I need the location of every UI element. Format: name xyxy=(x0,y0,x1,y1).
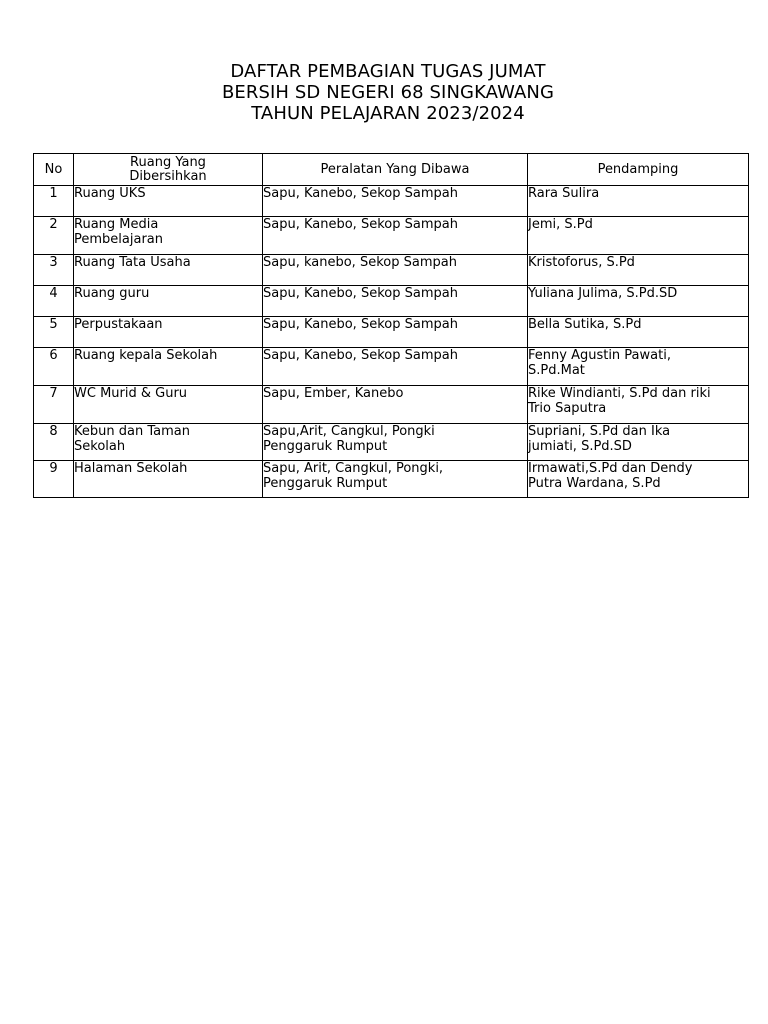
cell-no: 9 xyxy=(34,461,74,498)
cell-pendamping xyxy=(528,286,749,317)
table-row xyxy=(34,386,749,424)
cell-ruang-line: Ruang kepala Sekolah xyxy=(74,348,218,363)
cell-pendamping-line: Rara Sulira xyxy=(528,186,600,201)
cell-peralatan-line: Penggaruk Rumput xyxy=(263,476,388,491)
cell-ruang xyxy=(74,286,263,317)
cell-pendamping-line: Irmawati,S.Pd dan Dendy xyxy=(528,461,693,476)
cell-peralatan-line: Sapu, Ember, Kanebo xyxy=(263,386,404,401)
cell-peralatan-line: Sapu, Kanebo, Sekop Sampah xyxy=(263,217,458,232)
cell-ruang-line: Ruang UKS xyxy=(74,186,146,201)
cell-pendamping-line: Putra Wardana, S.Pd xyxy=(528,476,661,491)
cell-ruang xyxy=(74,217,263,255)
cell-pendamping-line: Rike Windianti, S.Pd dan riki xyxy=(528,386,711,401)
cell-ruang-line: Ruang Media xyxy=(74,217,159,232)
cell-peralatan xyxy=(263,386,528,424)
title-line-1: DAFTAR PEMBAGIAN TUGAS JUMAT xyxy=(230,61,546,82)
table-body xyxy=(34,186,749,498)
cell-peralatan xyxy=(263,186,528,217)
cell-pendamping xyxy=(528,217,749,255)
cell-pendamping-line: Jemi, S.Pd xyxy=(528,217,593,232)
header-ruang xyxy=(74,154,263,186)
cell-peralatan-line: Sapu, Kanebo, Sekop Sampah xyxy=(263,286,458,301)
cell-pendamping-line: S.Pd.Mat xyxy=(528,363,585,378)
cell-peralatan xyxy=(263,286,528,317)
cell-ruang xyxy=(74,348,263,386)
cell-peralatan-line: Penggaruk Rumput xyxy=(263,439,388,454)
cell-peralatan xyxy=(263,317,528,348)
cell-ruang-line: WC Murid & Guru xyxy=(74,386,188,401)
cell-ruang-line: Sekolah xyxy=(74,439,126,454)
duty-table xyxy=(33,153,749,498)
cell-ruang-line: Kebun dan Taman xyxy=(74,424,190,439)
cell-peralatan-line: Sapu, Kanebo, Sekop Sampah xyxy=(263,317,458,332)
cell-no: 8 xyxy=(34,424,74,461)
cell-no: 7 xyxy=(34,386,74,424)
cell-ruang xyxy=(74,255,263,286)
header-pendamping: Pendamping xyxy=(528,154,749,186)
title-line-3: TAHUN PELAJARAN 2023/2024 xyxy=(251,103,525,124)
cell-no: 3 xyxy=(34,255,74,286)
cell-peralatan xyxy=(263,461,528,498)
cell-pendamping xyxy=(528,424,749,461)
table-row xyxy=(34,186,749,217)
cell-peralatan xyxy=(263,424,528,461)
cell-ruang xyxy=(74,186,263,217)
cell-ruang-line: Perpustakaan xyxy=(74,317,163,332)
cell-pendamping xyxy=(528,348,749,386)
table-row xyxy=(34,424,749,461)
cell-pendamping-line: Trio Saputra xyxy=(528,401,607,416)
cell-peralatan-line: Sapu, Kanebo, Sekop Sampah xyxy=(263,348,458,363)
table-row xyxy=(34,217,749,255)
cell-pendamping-line: Bella Sutika, S.Pd xyxy=(528,317,642,332)
table-row xyxy=(34,286,749,317)
table-header-row xyxy=(34,154,749,186)
cell-pendamping-line: Supriani, S.Pd dan Ika xyxy=(528,424,671,439)
cell-no: 5 xyxy=(34,317,74,348)
cell-pendamping xyxy=(528,186,749,217)
header-ruang-line-2: Dibersihkan xyxy=(129,168,207,184)
cell-peralatan xyxy=(263,217,528,255)
cell-pendamping xyxy=(528,461,749,498)
table-row xyxy=(34,461,749,498)
cell-ruang-line: Ruang guru xyxy=(74,286,150,301)
cell-pendamping xyxy=(528,386,749,424)
table-row xyxy=(34,348,749,386)
cell-peralatan xyxy=(263,255,528,286)
cell-ruang xyxy=(74,386,263,424)
header-no: No xyxy=(34,154,74,186)
cell-ruang xyxy=(74,424,263,461)
table-row xyxy=(34,255,749,286)
cell-ruang-line: Halaman Sekolah xyxy=(74,461,188,476)
cell-peralatan-line: Sapu, kanebo, Sekop Sampah xyxy=(263,255,457,270)
header-peralatan: Peralatan Yang Dibawa xyxy=(263,154,528,186)
cell-ruang xyxy=(74,461,263,498)
cell-peralatan-line: Sapu, Kanebo, Sekop Sampah xyxy=(263,186,458,201)
cell-pendamping xyxy=(528,255,749,286)
cell-pendamping-line: Fenny Agustin Pawati, xyxy=(528,348,671,363)
cell-peralatan-line: Sapu,Arit, Cangkul, Pongki xyxy=(263,424,435,439)
cell-no: 1 xyxy=(34,186,74,217)
cell-pendamping-line: Kristoforus, S.Pd xyxy=(528,255,635,270)
cell-peralatan-line: Sapu, Arit, Cangkul, Pongki, xyxy=(263,461,444,476)
cell-pendamping-line: jumiati, S.Pd.SD xyxy=(528,439,632,454)
cell-no: 6 xyxy=(34,348,74,386)
cell-ruang-line: Pembelajaran xyxy=(74,232,163,247)
cell-pendamping xyxy=(528,317,749,348)
cell-no: 2 xyxy=(34,217,74,255)
table-row xyxy=(34,317,749,348)
document-title xyxy=(0,61,768,124)
cell-ruang-line: Ruang Tata Usaha xyxy=(74,255,191,270)
title-line-2: BERSIH SD NEGERI 68 SINGKAWANG xyxy=(221,82,555,103)
header-ruang-line-1: Ruang Yang xyxy=(130,154,206,170)
cell-peralatan xyxy=(263,348,528,386)
cell-pendamping-line: Yuliana Julima, S.Pd.SD xyxy=(528,286,678,301)
cell-no: 4 xyxy=(34,286,74,317)
cell-ruang xyxy=(74,317,263,348)
